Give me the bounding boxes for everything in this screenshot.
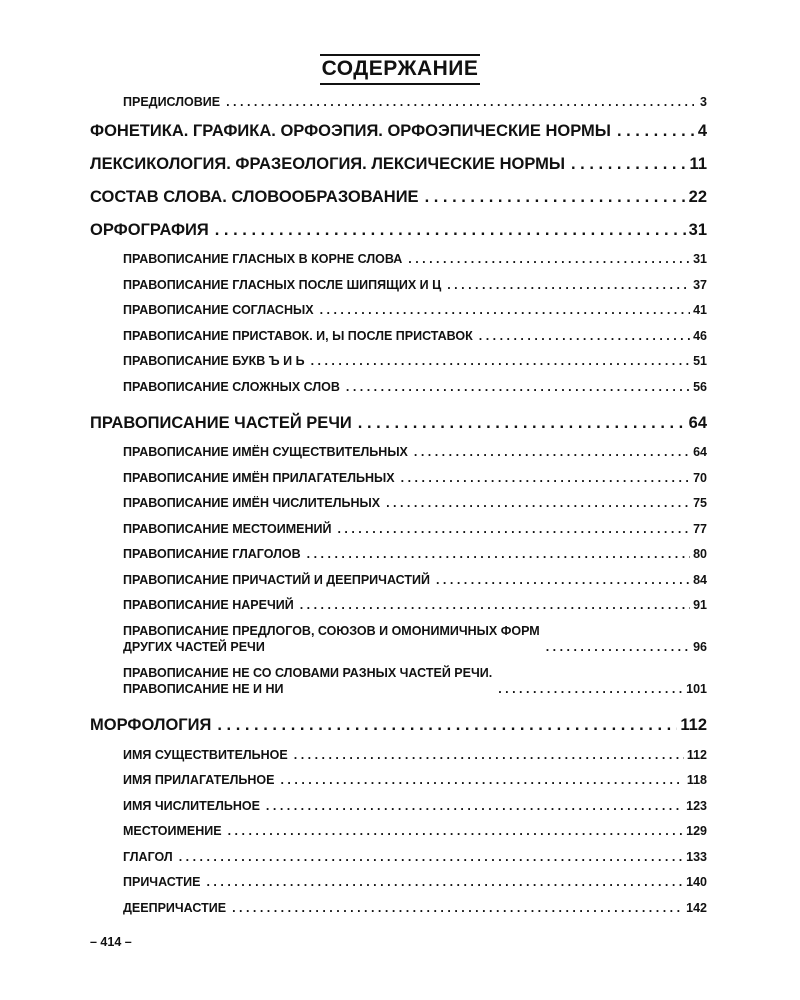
page-title-wrap xyxy=(0,54,800,85)
toc-entry[interactable] xyxy=(0,464,800,490)
toc-leader xyxy=(307,546,690,562)
page-title: СОДЕРЖАНИЕ xyxy=(320,54,481,85)
toc-section-label: ЛЕКСИКОЛОГИЯ. ФРАЗЕОЛОГИЯ. ЛЕКСИЧЕСКИЕ НОРМЫ xyxy=(90,154,566,173)
toc-entry-page: 46 xyxy=(693,328,707,343)
toc-section[interactable] xyxy=(0,708,800,741)
toc-entry[interactable] xyxy=(0,592,800,618)
toc-section-label: ФОНЕТИКА. ГРАФИКА. ОРФОЭПИЯ. ОРФОЭПИЧЕСКИЕ НОРМЫ xyxy=(90,121,611,140)
toc-entry-label: ПРАВОПИСАНИЕ СЛОЖНЫХ СЛОВ xyxy=(123,379,340,394)
toc-leader xyxy=(447,277,690,293)
toc-entry-label: ПРАВОПИСАНИЕ СОГЛАСНЫХ xyxy=(123,303,314,317)
toc-entry[interactable] xyxy=(0,271,800,297)
toc-section-label: ПРАВОПИСАНИЕ ЧАСТЕЙ РЕЧИ xyxy=(90,413,352,432)
toc-entry-page: 96 xyxy=(693,640,707,654)
toc-entry-label: ПРАВОПИСАНИЕ ПРИСТАВОК. И, Ы ПОСЛЕ ПРИСТАВОК xyxy=(123,328,473,343)
toc-entry-label: ПРАВОПИСАНИЕ ИМЁН ЧИСЛИТЕЛЬНЫХ xyxy=(123,496,381,510)
toc-entry-page: 64 xyxy=(693,445,707,459)
toc-leader xyxy=(479,328,690,344)
toc-section[interactable] xyxy=(0,213,800,246)
toc-leader xyxy=(408,251,690,267)
toc-leader xyxy=(425,187,686,207)
toc-leader xyxy=(215,220,686,240)
toc-section-page: 22 xyxy=(688,187,707,206)
toc-entry-label: ИМЯ СУЩЕСТВИТЕЛЬНОЕ xyxy=(123,747,288,762)
toc-entry-label: ПРАВОПИСАНИЕ МЕСТОИМЕНИЙ xyxy=(123,521,332,536)
toc-entry-page: 75 xyxy=(693,496,707,510)
toc-entry-label: ПРАВОПИСАНИЕ ИМЁН ПРИЛАГАТЕЛЬНЫХ xyxy=(123,470,395,485)
toc-leader xyxy=(571,154,687,174)
toc-leader xyxy=(300,597,690,613)
toc-entry-label-line2: ДРУГИХ ЧАСТЕЙ РЕЧИ xyxy=(123,640,265,654)
toc-leader xyxy=(436,572,690,588)
toc-entry[interactable] xyxy=(0,818,800,844)
toc-leader xyxy=(337,521,690,537)
toc-entry[interactable] xyxy=(0,869,800,895)
toc-section[interactable] xyxy=(0,406,800,439)
toc-entry-label-line1: ПРАВОПИСАНИЕ НЕ СО СЛОВАМИ РАЗНЫХ ЧАСТЕЙ РЕЧИ. xyxy=(123,666,493,680)
toc-leader xyxy=(226,94,694,110)
toc-entry[interactable] xyxy=(0,741,800,767)
toc-entry-page: 140 xyxy=(686,875,707,889)
toc-leader xyxy=(414,444,690,460)
toc-entry-label-line2: ПРАВОПИСАНИЕ НЕ И НИ xyxy=(123,682,284,696)
toc-entry[interactable] xyxy=(0,439,800,465)
toc-entry-label: ПРАВОПИСАНИЕ БУКВ Ъ И Ь xyxy=(123,354,305,368)
toc-entry-page: 80 xyxy=(693,547,707,561)
toc-leader xyxy=(280,772,683,788)
toc-section-page: 31 xyxy=(688,220,707,239)
toc-leader xyxy=(546,639,690,655)
toc-entry-page: 112 xyxy=(686,747,707,762)
toc-leader xyxy=(217,715,677,735)
toc-entry-label: ПРИЧАСТИЕ xyxy=(123,875,201,889)
toc-entry-label: ДЕЕПРИЧАСТИЕ xyxy=(123,900,227,915)
toc-leader xyxy=(401,470,690,486)
toc-entry-label: ПРЕДИСЛОВИЕ xyxy=(123,94,221,109)
toc-leader xyxy=(294,747,684,763)
toc-entry-page: 77 xyxy=(693,521,707,536)
toc-entry[interactable] xyxy=(0,490,800,516)
toc-entry-label: ПРАВОПИСАНИЕ ПРИЧАСТИЙ И ДЕЕПРИЧАСТИЙ xyxy=(123,572,430,587)
toc-entry-label-line1: ПРАВОПИСАНИЕ ПРЕДЛОГОВ, СОЮЗОВ И ОМОНИМИЧНЫХ ФОРМ xyxy=(123,624,540,638)
toc-section-page: 112 xyxy=(680,716,707,734)
toc-entry-page: 3 xyxy=(700,94,707,109)
toc-section-label: МОРФОЛОГИЯ xyxy=(90,716,212,734)
toc-entry-label: МЕСТОИМЕНИЕ xyxy=(123,824,222,838)
toc-entry[interactable] xyxy=(0,515,800,541)
toc-entry[interactable] xyxy=(0,767,800,793)
toc-entry[interactable] xyxy=(0,322,800,348)
toc-leader xyxy=(320,302,691,318)
toc-entry-label: ПРАВОПИСАНИЕ ГЛАГОЛОВ xyxy=(123,547,301,561)
toc-section[interactable] xyxy=(0,147,800,180)
toc-entry-page: 101 xyxy=(686,682,707,696)
toc-entry-label: ПРАВОПИСАНИЕ ИМЁН СУЩЕСТВИТЕЛЬНЫХ xyxy=(123,445,408,459)
toc-entry-page: 84 xyxy=(693,572,707,587)
toc-entry[interactable] xyxy=(0,297,800,323)
toc-entry-page: 91 xyxy=(693,598,707,612)
toc-entry[interactable] xyxy=(0,659,800,701)
toc-section-label: СОСТАВ СЛОВА. СЛОВООБРАЗОВАНИЕ xyxy=(90,187,419,206)
toc-leader xyxy=(386,495,690,511)
toc-entry-page: 118 xyxy=(686,773,707,787)
toc-section-page: 64 xyxy=(688,413,707,432)
toc-leader xyxy=(179,849,683,865)
toc-entry-page: 123 xyxy=(686,798,707,813)
toc-leader xyxy=(346,379,690,395)
toc-leader xyxy=(358,413,686,433)
toc-entry-label xyxy=(123,623,540,655)
toc-entry-label: ИМЯ ПРИЛАГАТЕЛЬНОЕ xyxy=(123,773,275,787)
toc-entry[interactable] xyxy=(0,792,800,818)
toc-entry[interactable] xyxy=(0,566,800,592)
toc-leader xyxy=(232,900,683,916)
toc-entry-page: 37 xyxy=(693,277,707,292)
toc-leader xyxy=(228,823,684,839)
toc-entry[interactable] xyxy=(0,348,800,374)
toc-entry-label: ПРАВОПИСАНИЕ ГЛАСНЫХ В КОРНЕ СЛОВА xyxy=(123,252,403,266)
toc-entry-page: 133 xyxy=(686,849,707,864)
toc-leader xyxy=(498,681,683,697)
toc-entry[interactable] xyxy=(0,88,800,114)
toc-leader xyxy=(266,798,683,814)
toc-entry-page: 142 xyxy=(686,900,707,915)
toc-leader xyxy=(311,353,691,369)
toc-leader xyxy=(206,874,683,890)
toc-section[interactable] xyxy=(0,114,800,147)
toc-section-page: 11 xyxy=(689,154,707,173)
toc-entry-page: 51 xyxy=(693,354,707,368)
toc-entry-page: 31 xyxy=(693,252,707,266)
toc-entry-page: 56 xyxy=(693,379,707,394)
toc-entry-label: ИМЯ ЧИСЛИТЕЛЬНОЕ xyxy=(123,798,260,813)
toc-entry[interactable] xyxy=(0,246,800,272)
table-of-contents xyxy=(0,88,800,920)
toc-entry[interactable] xyxy=(0,541,800,567)
toc-section[interactable] xyxy=(0,180,800,213)
toc-entry[interactable] xyxy=(0,843,800,869)
toc-entry-label: ПРАВОПИСАНИЕ НАРЕЧИЙ xyxy=(123,598,294,612)
toc-entry[interactable] xyxy=(0,617,800,659)
toc-section-page: 4 xyxy=(697,121,707,140)
toc-leader xyxy=(617,121,694,141)
toc-entry-page: 70 xyxy=(693,470,707,485)
toc-section-label: ОРФОГРАФИЯ xyxy=(90,220,209,239)
toc-entry-label: ГЛАГОЛ xyxy=(123,849,173,864)
toc-entry-page: 41 xyxy=(693,303,707,317)
toc-entry[interactable] xyxy=(0,373,800,399)
page-number: – 414 – xyxy=(90,935,132,949)
toc-entry-label: ПРАВОПИСАНИЕ ГЛАСНЫХ ПОСЛЕ ШИПЯЩИХ И Ц xyxy=(123,277,442,292)
toc-entry-page: 129 xyxy=(686,824,707,838)
toc-entry[interactable] xyxy=(0,894,800,920)
toc-entry-label xyxy=(123,665,492,697)
